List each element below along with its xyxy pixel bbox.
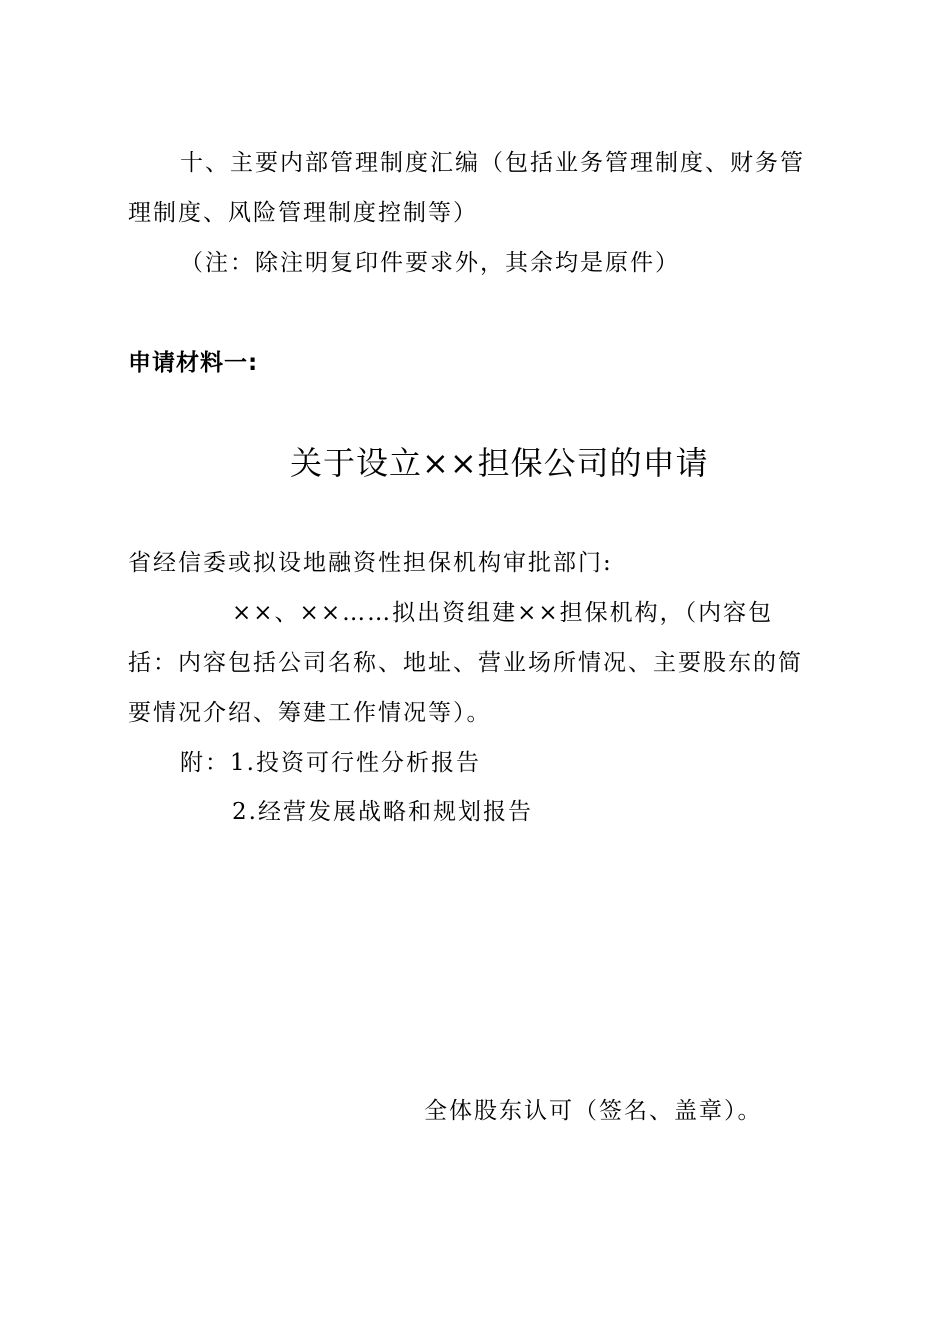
material-heading: 申请材料一: (128, 350, 259, 376)
recipient-line: 省经信委或拟设地融资性担保机构审批部门: (128, 550, 613, 576)
section-ten-line-1: 十、主要内部管理制度汇编（包括业务管理制度、财务管 (180, 150, 805, 176)
body-line-1: ××、××……拟出资组建××担保机构，（内容包 (232, 600, 774, 626)
shareholder-signature-line: 全体股东认可（签名、盖章）。 (424, 1098, 763, 1124)
body-line-2: 括：内容包括公司名称、地址、营业场所情况、主要股东的简 (128, 650, 803, 676)
attachment-item-2: 2.经营发展战略和规划报告 (232, 799, 533, 825)
attachment-item-1: 附：1.投资可行性分析报告 (180, 750, 481, 776)
original-documents-note: （注：除注明复印件要求外，其余均是原件） (180, 250, 680, 276)
application-title: 关于设立××担保公司的申请 (290, 444, 709, 482)
body-line-3: 要情况介绍、筹建工作情况等）。 (128, 700, 492, 726)
section-ten-line-2: 理制度、风险管理制度控制等） (128, 200, 478, 226)
